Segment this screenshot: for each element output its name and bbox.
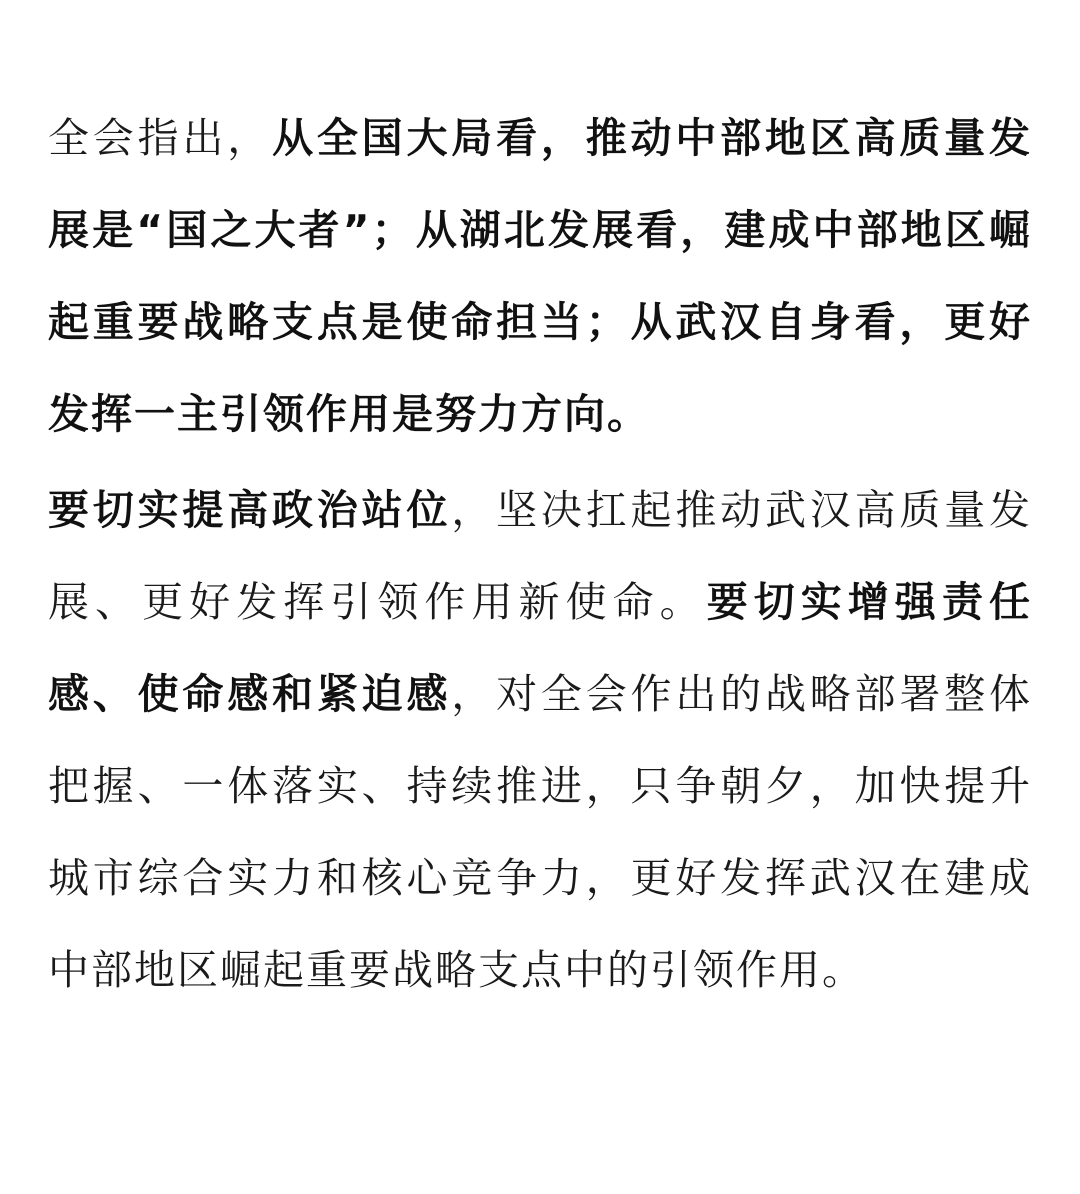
bold-text-segment: 从全国大局看，推动中部地区高质量发展是“国之大者”；从湖北发展看，建成中部地区崛起重要战略支点是使命担当；从武汉自身看，更好发挥一主引领作用是努力方向。 [48, 114, 1033, 438]
text-segment: 全会指出， [48, 114, 273, 162]
paragraph-requirements [48, 464, 1032, 1016]
article-body [48, 92, 1032, 1012]
paragraph-plenary-points [48, 92, 1032, 460]
bold-text-segment: 要切实增强责任感、使命感和紧迫感 [48, 578, 1033, 718]
text-segment: ，坚决扛起推动武汉高质量发展、更好发挥引领作用新使命。 [48, 486, 1033, 626]
bold-text-segment: 要切实提高政治站位 [48, 486, 452, 534]
text-segment: ，对全会作出的战略部署整体把握、一体落实、持续推进，只争朝夕，加快提升城市综合实力和核心竞争力，更好发挥武汉在建成中部地区崛起重要战略支点中的引领作用。 [48, 670, 1033, 994]
